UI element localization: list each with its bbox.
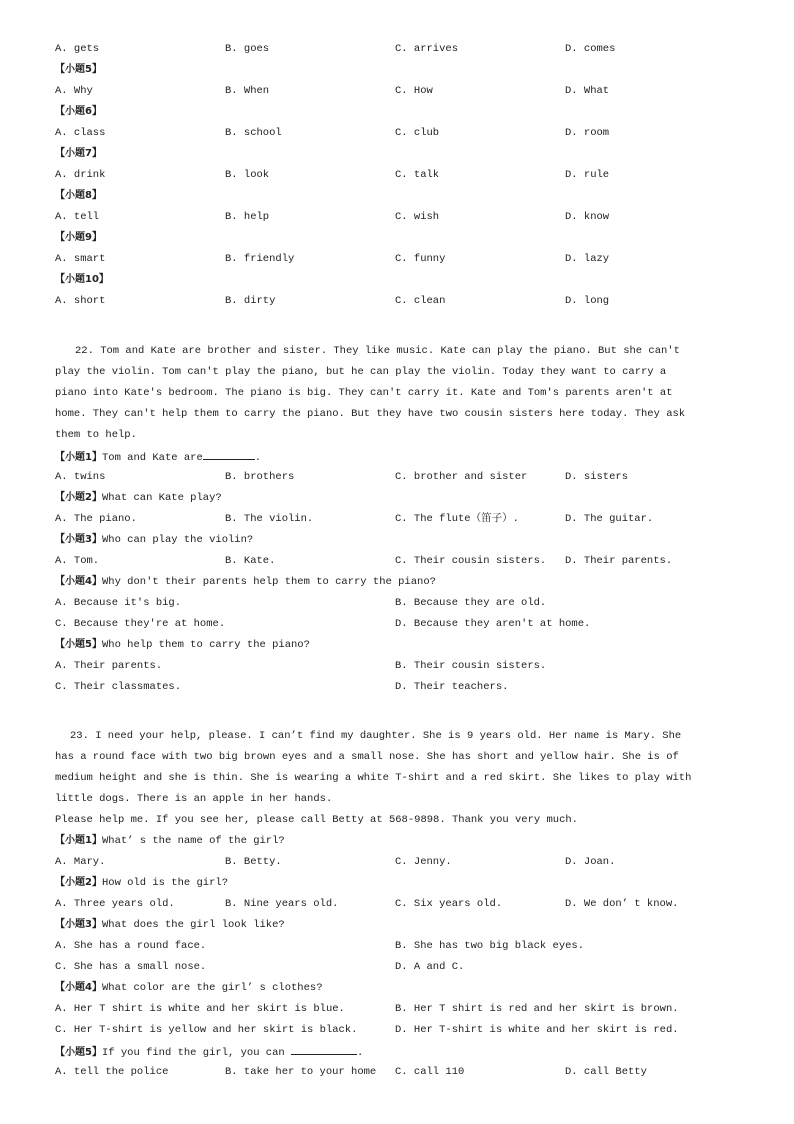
- option-a[interactable]: A. smart: [55, 253, 106, 265]
- option-b[interactable]: B. help: [225, 211, 270, 223]
- option-b[interactable]: B. goes: [225, 43, 270, 55]
- option-b[interactable]: B. school: [225, 127, 282, 139]
- subquestion-5: [55, 1044, 363, 1060]
- option-c[interactable]: C. clean: [395, 295, 446, 307]
- subquestion-tag: 【小题2】: [55, 877, 102, 888]
- subquestion-tag: 【小题5】: [55, 1047, 102, 1058]
- subquestion-5: [55, 638, 310, 652]
- passage-line: 22. Tom and Kate are brother and sister. They like music. Kate can play the piano. But she can't: [75, 345, 680, 357]
- option-a[interactable]: A. tell the police: [55, 1066, 169, 1078]
- subquestion-end: .: [357, 1047, 364, 1059]
- option-a[interactable]: A. She has a round face.: [55, 940, 207, 952]
- answer-blank[interactable]: [203, 449, 255, 460]
- subquestion-text: What’ s the name of the girl?: [101, 835, 285, 847]
- option-d[interactable]: D. A and C.: [395, 961, 465, 973]
- subquestion-3: [55, 918, 285, 932]
- option-c[interactable]: C. Their cousin sisters.: [395, 555, 547, 567]
- subquestion-text: Why don't their parents help them to carry the piano?: [101, 576, 436, 588]
- option-a[interactable]: A. Three years old.: [55, 898, 175, 910]
- option-b[interactable]: B. The violin.: [225, 513, 314, 525]
- subquestion-tag: 【小题2】: [55, 492, 102, 503]
- option-a[interactable]: A. gets: [55, 43, 100, 55]
- subquestion-tag: 【小题1】: [55, 452, 102, 463]
- subquestion-text: What can Kate play?: [101, 492, 222, 504]
- option-a[interactable]: A. short: [55, 295, 106, 307]
- subquestion-tag: 【小题3】: [55, 534, 102, 545]
- subquestion-text: What color are the girl’ s clothes?: [101, 982, 323, 994]
- subquestion-3: [55, 533, 253, 547]
- passage-line: little dogs. There is an apple in her hands.: [55, 793, 333, 805]
- option-d[interactable]: D. What: [565, 85, 610, 97]
- option-c[interactable]: C. Jenny.: [395, 856, 452, 868]
- subquestion-2: [55, 491, 222, 505]
- option-a[interactable]: A. class: [55, 127, 106, 139]
- option-a[interactable]: A. Mary.: [55, 856, 106, 868]
- option-b[interactable]: B. Nine years old.: [225, 898, 339, 910]
- subquestion-4: [55, 981, 323, 995]
- option-c[interactable]: C. Six years old.: [395, 898, 503, 910]
- subquestion-tag: 【小题10】: [55, 274, 109, 285]
- subquestion-text: What does the girl look like?: [101, 919, 285, 931]
- subquestion-tag: 【小题5】: [55, 64, 102, 75]
- option-d[interactable]: D. call Betty: [565, 1066, 647, 1078]
- passage-line: piano into Kate's bedroom. The piano is big. They can't carry it. Kate and Tom's parents aren't at: [55, 387, 673, 399]
- option-c[interactable]: C. Their classmates.: [55, 681, 182, 693]
- option-b[interactable]: B. She has two big black eyes.: [395, 940, 585, 952]
- option-c[interactable]: C. Her T-shirt is yellow and her skirt is black.: [55, 1024, 358, 1036]
- option-b[interactable]: B. When: [225, 85, 270, 97]
- option-b[interactable]: B. Betty.: [225, 856, 282, 868]
- subquestion-tag: 【小题9】: [55, 232, 102, 243]
- passage-line: them to help.: [55, 429, 137, 441]
- option-c[interactable]: C. The flute（笛子）.: [395, 513, 519, 525]
- option-d[interactable]: D. lazy: [565, 253, 610, 265]
- option-d[interactable]: D. Joan.: [565, 856, 616, 868]
- option-b[interactable]: B. brothers: [225, 471, 295, 483]
- option-c[interactable]: C. Because they're at home.: [55, 618, 226, 630]
- option-c[interactable]: C. wish: [395, 211, 440, 223]
- option-c[interactable]: C. She has a small nose.: [55, 961, 207, 973]
- option-c[interactable]: C. club: [395, 127, 440, 139]
- subquestion-text: Who help them to carry the piano?: [101, 639, 310, 651]
- subquestion-tag: 【小题4】: [55, 982, 102, 993]
- option-d[interactable]: D. room: [565, 127, 610, 139]
- option-d[interactable]: D. sisters: [565, 471, 629, 483]
- option-d[interactable]: D. Because they aren't at home.: [395, 618, 591, 630]
- passage-line: play the violin. Tom can't play the piano, but he can play the violin. Today they want to carry a: [55, 366, 667, 378]
- option-c[interactable]: C. funny: [395, 253, 446, 265]
- subquestion-tag: 【小题1】: [55, 835, 102, 846]
- passage-line: medium height and she is thin. She is wearing a white T-shirt and a red skirt. She likes to play with: [55, 772, 692, 784]
- option-a[interactable]: A. Because it's big.: [55, 597, 182, 609]
- option-d[interactable]: D. We don’ t know.: [565, 898, 679, 910]
- passage-line: 23. I need your help, please. I can’t find my daughter. She is 9 years old. Her name is Mary. She: [70, 730, 682, 742]
- option-a[interactable]: A. Her T shirt is white and her skirt is blue.: [55, 1003, 345, 1015]
- subquestion-1: [55, 449, 261, 465]
- option-c[interactable]: C. talk: [395, 169, 440, 181]
- option-a[interactable]: A. twins: [55, 471, 106, 483]
- option-b[interactable]: B. Her T shirt is red and her skirt is brown.: [395, 1003, 679, 1015]
- subquestion-tag: 【小题4】: [55, 576, 102, 587]
- option-a[interactable]: A. Why: [55, 85, 93, 97]
- passage-line: home. They can't help them to carry the piano. But they have two cousin sisters here today. They ask: [55, 408, 686, 420]
- subquestion-end: .: [254, 452, 262, 464]
- passage-note: Please help me. If you see her, please call Betty at 568-9898. Thank you very much.: [55, 814, 578, 826]
- subquestion-tag: 【小题3】: [55, 919, 102, 930]
- option-d[interactable]: D. know: [565, 211, 610, 223]
- option-c[interactable]: C. call 110: [395, 1066, 465, 1078]
- option-d[interactable]: D. Her T-shirt is white and her skirt is red.: [395, 1024, 679, 1036]
- option-c[interactable]: C. brother and sister: [395, 471, 528, 483]
- subquestion-tag: 【小题7】: [55, 148, 102, 159]
- option-b[interactable]: B. Their cousin sisters.: [395, 660, 547, 672]
- option-c[interactable]: C. arrives: [395, 43, 459, 55]
- subquestion-tag: 【小题8】: [55, 190, 102, 201]
- subquestion-1: [55, 834, 285, 848]
- option-d[interactable]: D. The guitar.: [565, 513, 654, 525]
- option-d[interactable]: D. rule: [565, 169, 610, 181]
- option-b[interactable]: B. dirty: [225, 295, 276, 307]
- option-d[interactable]: D. Their teachers.: [395, 681, 509, 693]
- option-a[interactable]: A. Tom.: [55, 555, 100, 567]
- subquestion-4: [55, 575, 436, 589]
- subquestion-text: Who can play the violin?: [101, 534, 254, 546]
- option-d[interactable]: D. comes: [565, 43, 616, 55]
- option-a[interactable]: A. The piano.: [55, 513, 137, 525]
- option-b[interactable]: B. Kate.: [225, 555, 276, 567]
- option-b[interactable]: B. friendly: [225, 253, 295, 265]
- subquestion-text: If you find the girl, you can: [101, 1047, 291, 1059]
- option-d[interactable]: D. long: [565, 295, 610, 307]
- option-a[interactable]: A. drink: [55, 169, 106, 181]
- option-b[interactable]: B. Because they are old.: [395, 597, 547, 609]
- subquestion-text: Tom and Kate are: [101, 452, 203, 464]
- subquestion-2: [55, 876, 228, 890]
- option-d[interactable]: D. Their parents.: [565, 555, 673, 567]
- option-a[interactable]: A. Their parents.: [55, 660, 163, 672]
- option-b[interactable]: B. look: [225, 169, 270, 181]
- option-b[interactable]: B. take her to your home: [225, 1066, 377, 1078]
- subquestion-tag: 【小题5】: [55, 639, 102, 650]
- subquestion-tag: 【小题6】: [55, 106, 102, 117]
- passage-line: has a round face with two big brown eyes and a small nose. She has short and yellow hair. She is of: [55, 751, 679, 763]
- answer-blank[interactable]: [291, 1044, 357, 1055]
- option-c[interactable]: C. How: [395, 85, 433, 97]
- option-a[interactable]: A. tell: [55, 211, 100, 223]
- subquestion-text: How old is the girl?: [101, 877, 228, 889]
